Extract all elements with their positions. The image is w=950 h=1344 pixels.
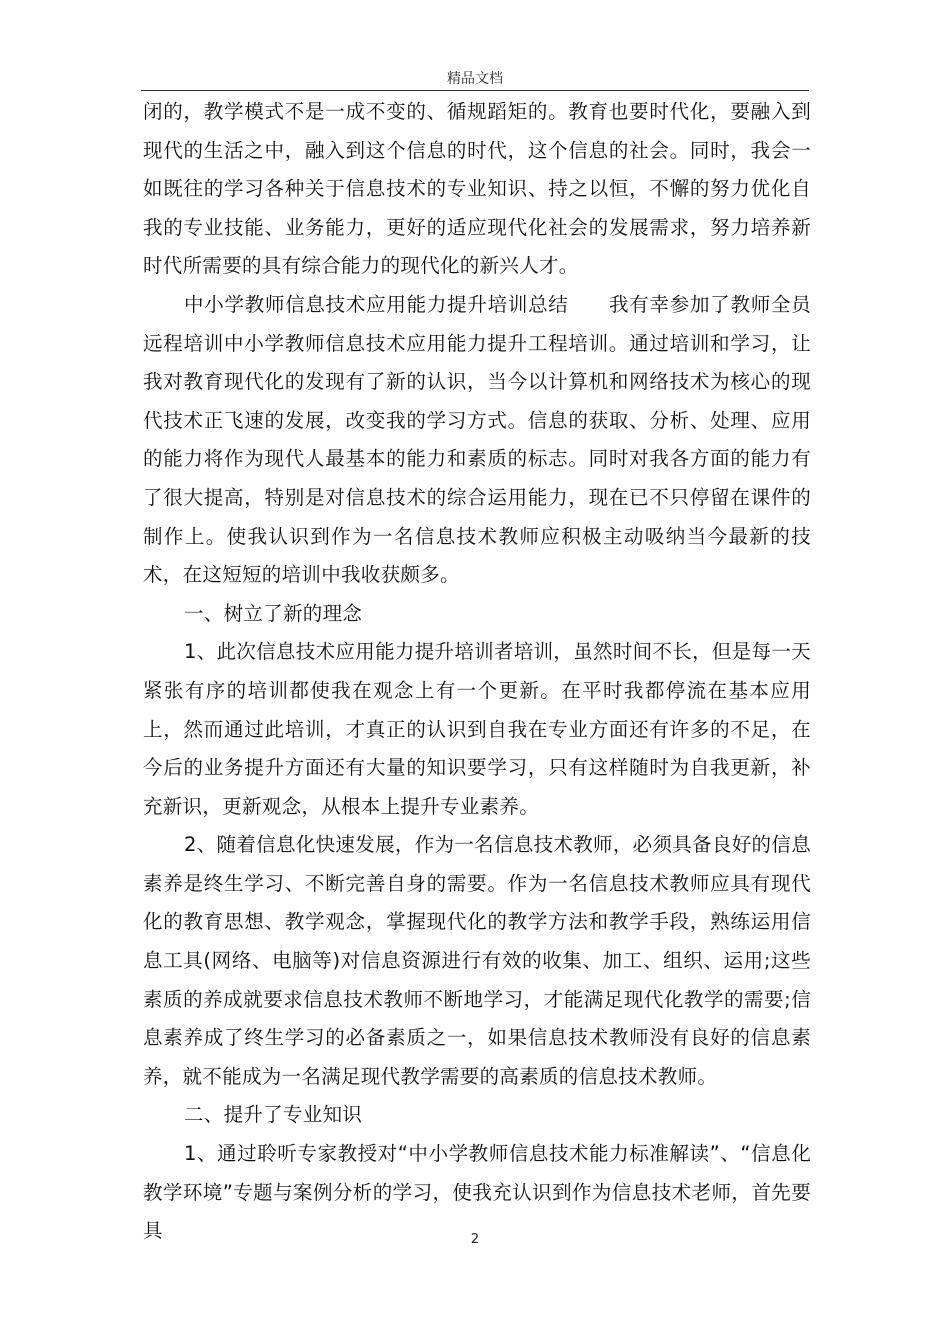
paragraph-knowledge-point-1: 1、通过聆听专家教授对“中小学教师信息技术能力标准解读”、“信息化教学环境”专题与案例分析的学习，使我充认识到作为信息技术老师，首先要具 <box>143 1142 811 1243</box>
paragraph-point-2: 2、随着信息化快速发展，作为一名信息技术教师，必须具备良好的信息素养是终生学习、不断完善自身的需要。作为一名信息技术教师应具有现代化的教育思想、教学观念，掌握现代化的教学方法和教学手段，熟练运用信息工具(网络、电脑等)对信息资源进行有效的收集、加工、组织、运用;这些素质的养成就要求信息技术教师不断地学习，才能满足现代化教学的需要;信息素养成了终生学习的必备素质之一，如果信息技术教师没有良好的信息素养，就不能成为一名满足现代教学需要的高素质的信息技术教师。 <box>143 833 811 1088</box>
header-divider <box>141 90 809 91</box>
section-heading-professional-knowledge: 二、提升了专业知识 <box>184 1103 363 1127</box>
section-heading-new-concept: 一、树立了新的理念 <box>184 601 363 625</box>
page-header: 精品文档 <box>447 71 503 87</box>
paragraph-continuation: 闭的，教学模式不是一成不变的、循规蹈矩的。教育也要时代化，要融入到现代的生活之中，融入到这个信息的时代，这个信息的社会。同时，我会一如既往的学习各种关于信息技术的专业知识、持之以恒，不懈的努力优化自我的专业技能、业务能力，更好的适应现代化社会的发展需求，努力培养新时代所需要的具有综合能力的现代化的新兴人才。 <box>143 100 811 278</box>
page-number: 2 <box>470 1232 480 1247</box>
paragraph-point-1: 1、此次信息技术应用能力提升培训者培训，虽然时间不长，但是每一天紧张有序的培训都使我在观念上有一个更新。在平时我都停流在基本应用上，然而通过此培训，才真正的认识到自我在专业方面还有许多的不足，在今后的业务提升方面还有大量的知识要学习，只有这样随时为自我更新，补充新识，更新观念，从根本上提升专业素养。 <box>143 640 811 818</box>
document-body <box>143 93 811 1251</box>
paragraph-summary-intro: 中小学教师信息技术应用能力提升培训总结 我有幸参加了教师全员远程培训中小学教师信息技术应用能力提升工程培训。通过培训和学习，让我对教育现代化的发现有了新的认识，当今以计算机和网络技术为核心的现代技术正飞速的发展，改变我的学习方式。信息的获取、分析、处理、应用的能力将作为现代人最基本的能力和素质的标志。同时对我各方面的能力有了很大提高，特别是对信息技术的综合运用能力，现在已不只停留在课件的制作上。使我认识到作为一名信息技术教师应积极主动吸纳当今最新的技术，在这短短的培训中我收获颇多。 <box>143 292 811 587</box>
